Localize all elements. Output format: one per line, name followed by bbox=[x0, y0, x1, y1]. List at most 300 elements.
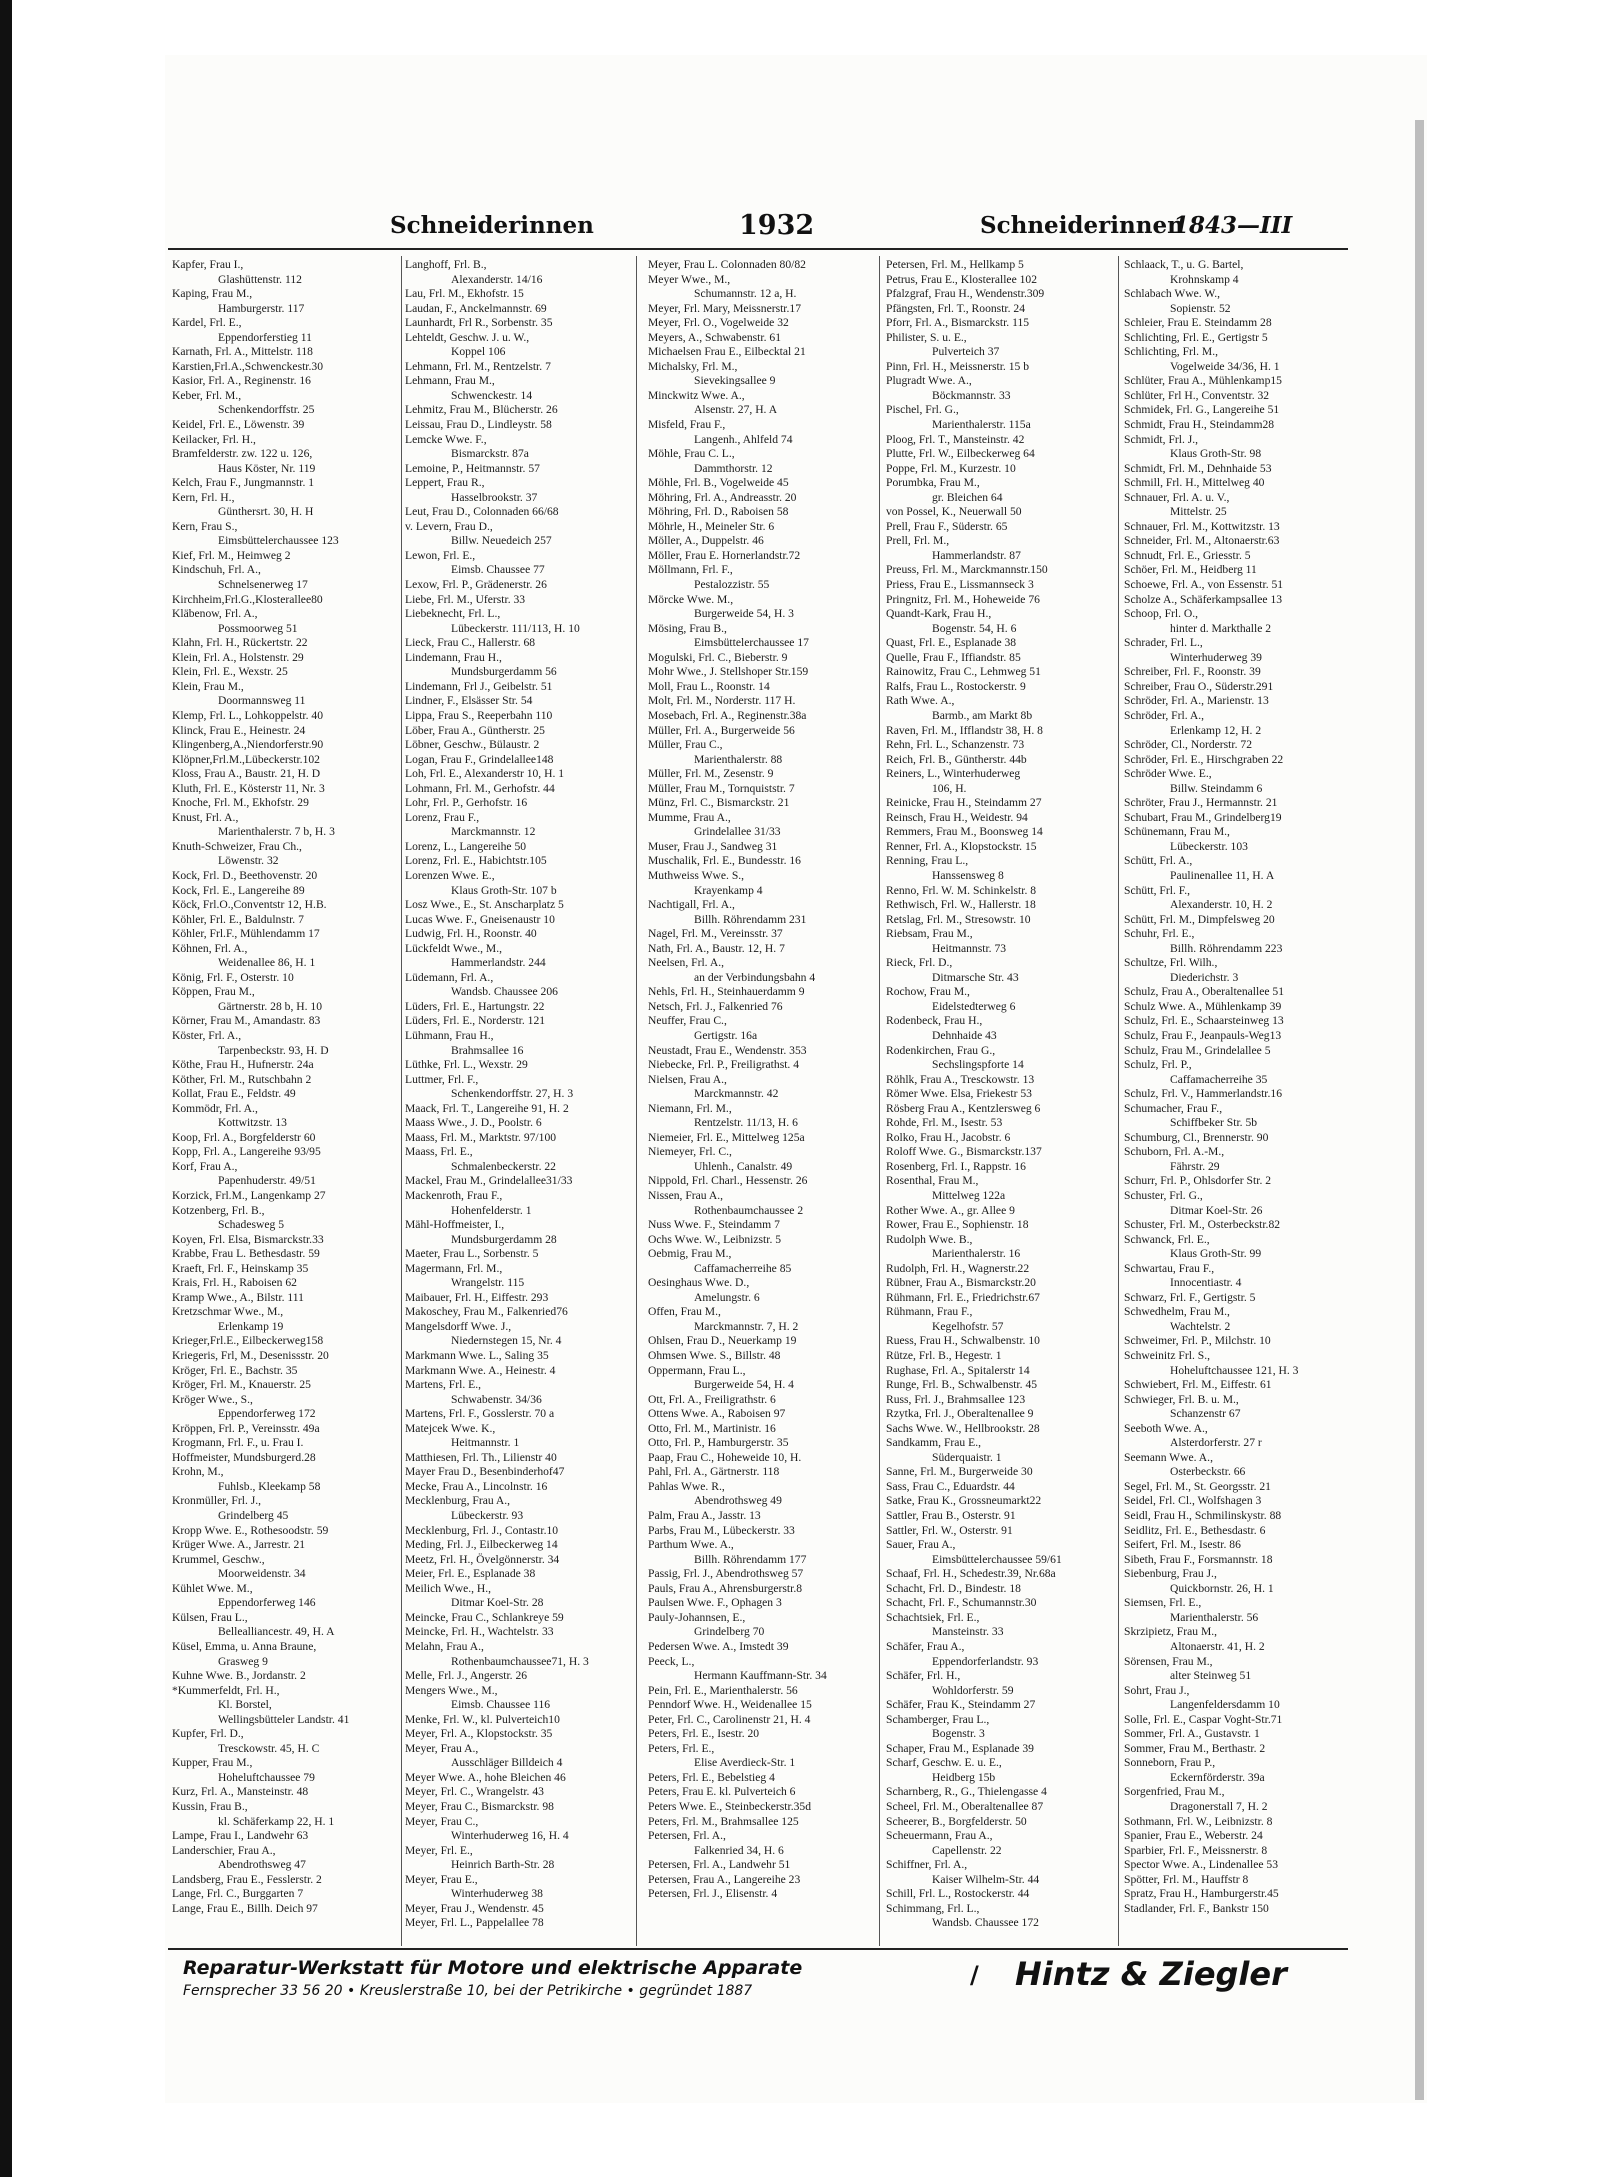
entry-address-line: Lübeckerstr. 103 bbox=[1170, 839, 1248, 853]
directory-entry: Spötter, Frl. M., Hauffstr 8 bbox=[1124, 1872, 1249, 1886]
directory-entry: Schulz, Frau M., Grindelallee 5 bbox=[1124, 1043, 1271, 1057]
directory-entry: Maack, Frl. T., Langereihe 91, H. 2 bbox=[405, 1101, 569, 1115]
directory-entry: Maass, Frl. E., bbox=[405, 1145, 473, 1159]
directory-entry: Prell, Frau F., Süderstr. 65 bbox=[886, 519, 1008, 533]
entry-address-line: Ditmar Koel-Str. 28 bbox=[451, 1596, 544, 1610]
scan-border bbox=[0, 0, 12, 2177]
directory-entry: Schlichting, Frl. E., Gertigstr 5 bbox=[1124, 330, 1268, 344]
directory-entry: Mecklenburg, Frl. J., Contastr.10 bbox=[405, 1523, 559, 1537]
directory-entry: Siemsen, Frl. E., bbox=[1124, 1596, 1202, 1610]
directory-entry: Rosenthal, Frau M., bbox=[886, 1174, 979, 1188]
entry-address-line: Marienthalerstr. 56 bbox=[1170, 1610, 1259, 1624]
entry-address-line: Pulverteich 37 bbox=[932, 345, 1000, 359]
directory-entry: Scheerer, B., Borgfelderstr. 50 bbox=[886, 1814, 1027, 1828]
directory-entry: Loh, Frl. E., Alexanderstr 10, H. 1 bbox=[405, 767, 565, 781]
directory-entry: Michaelsen Frau E., Eilbecktal 21 bbox=[648, 345, 806, 359]
directory-entry: Molt, Frl. M., Norderstr. 117 H. bbox=[648, 694, 796, 708]
entry-address-line: Wachtelstr. 2 bbox=[1170, 1319, 1231, 1333]
page-header bbox=[232, 212, 1352, 246]
directory-entry: Schoop, Frl. O., bbox=[1124, 607, 1199, 621]
directory-entry: Rosenberg, Frl. I., Rappstr. 16 bbox=[886, 1159, 1026, 1173]
directory-entry: Satke, Frau K., Grossneumarkt22 bbox=[886, 1494, 1042, 1508]
directory-entry: Scharf, Geschw. E. u. E., bbox=[886, 1756, 1002, 1770]
directory-entry: Schulz, Frl. P., bbox=[1124, 1058, 1192, 1072]
directory-entry: Lehmann, Frau M., bbox=[405, 374, 495, 388]
entry-address-line: Marckmannstr. 42 bbox=[694, 1087, 779, 1101]
entry-address-line: Mansteinstr. 33 bbox=[932, 1625, 1004, 1639]
entry-address-line: Billh. Röhrendamm 177 bbox=[694, 1552, 807, 1566]
entry-address-line: Schenkendorffstr. 25 bbox=[218, 403, 315, 417]
directory-entry: Oppermann, Frau L., bbox=[648, 1363, 746, 1377]
directory-entry: Mayer Frau D., Besenbinderhof47 bbox=[405, 1465, 565, 1479]
entry-address-line: Possmoorweg 51 bbox=[218, 621, 298, 635]
entry-address-line: Sechslingspforte 14 bbox=[932, 1058, 1024, 1072]
directory-entry: Lorenzen Wwe. E., bbox=[405, 868, 495, 882]
directory-entry: Knoche, Frl. M., Ekhofstr. 29 bbox=[172, 796, 309, 810]
directory-entry: Rughase, Frl. A., Spitalerstr 14 bbox=[886, 1363, 1030, 1377]
directory-entry: Pinn, Frl. H., Meissnerstr. 15 b bbox=[886, 359, 1029, 373]
directory-entry: Schacht, Frl. F., Schumannstr.30 bbox=[886, 1596, 1037, 1610]
directory-entry: Quast, Frl. E., Esplanade 38 bbox=[886, 636, 1017, 650]
directory-entry: Kommödr, Frl. A., bbox=[172, 1101, 258, 1115]
directory-entry: Müller, Frl. A., Burgerweide 56 bbox=[648, 723, 795, 737]
directory-entry: Muschalik, Frl. E., Bundesstr. 16 bbox=[648, 854, 801, 868]
directory-entry: Küsel, Emma, u. Anna Braune, bbox=[172, 1639, 317, 1653]
directory-entry: Schuster, Frl. M., Osterbeckstr.82 bbox=[1124, 1218, 1281, 1232]
directory-entry: Köster, Frl. A., bbox=[172, 1028, 242, 1042]
directory-entry: Schwanck, Frl. E., bbox=[1124, 1232, 1210, 1246]
directory-entry: Külsen, Frau L., bbox=[172, 1610, 248, 1624]
directory-entry: Schumacher, Frau F., bbox=[1124, 1101, 1223, 1115]
directory-entry: Losz Wwe., E., St. Anscharplatz 5 bbox=[405, 898, 564, 912]
directory-entry: Kröger, Frl. M., Knauerstr. 25 bbox=[172, 1378, 311, 1392]
directory-entry: Siebenburg, Frau J., bbox=[1124, 1567, 1217, 1581]
directory-entry: Muthweiss Wwe. S., bbox=[648, 868, 745, 882]
directory-entry: Meyer, Frl. L., Pappelallee 78 bbox=[405, 1916, 544, 1930]
directory-entry: Kollat, Frau E., Feldstr. 49 bbox=[172, 1087, 296, 1101]
directory-entry: Meyer, Frau J., Wendenstr. 45 bbox=[405, 1901, 544, 1915]
directory-entry: Köther, Frl. M., Rutschbahn 2 bbox=[172, 1072, 312, 1086]
directory-entry: Leppert, Frau R., bbox=[405, 476, 485, 490]
directory-entry: Schlüter, Frl H., Conventstr. 32 bbox=[1124, 388, 1270, 402]
directory-entry: Mecklenburg, Frau A., bbox=[405, 1494, 511, 1508]
directory-entry: Rother Wwe. A., gr. Allee 9 bbox=[886, 1203, 1015, 1217]
directory-entry: Kläbenow, Frl. A., bbox=[172, 607, 258, 621]
directory-entry: Kraeft, Frl. F., Heinskamp 35 bbox=[172, 1261, 309, 1275]
directory-entry: Roloff Wwe. G., Bismarckstr.137 bbox=[886, 1145, 1042, 1159]
directory-entry: Schreiber, Frau O., Süderstr.291 bbox=[1124, 679, 1274, 693]
directory-entry: Mengers Wwe., M., bbox=[405, 1683, 498, 1697]
directory-entry: Rühmann, Frau F., bbox=[886, 1305, 973, 1319]
entry-address-line: Caffamacherreihe 85 bbox=[694, 1261, 792, 1275]
directory-entry: Kühlet Wwe. M., bbox=[172, 1581, 253, 1595]
directory-entry: Karnath, Frl. A., Mittelstr. 118 bbox=[172, 345, 313, 359]
directory-entry: Remmers, Frau M., Boonsweg 14 bbox=[886, 825, 1043, 839]
ad-headline: Reparatur-Werkstatt für Motore und elektrische Apparate bbox=[183, 1957, 803, 1979]
entry-address-line: Hoheluftchaussee 121, H. 3 bbox=[1170, 1363, 1299, 1377]
entry-address-line: Billh. Röhrendamm 231 bbox=[694, 912, 807, 926]
directory-entry: Schröder, Frl. A., Marienstr. 13 bbox=[1124, 694, 1269, 708]
directory-entry: Melle, Frl. J., Angerstr. 26 bbox=[405, 1669, 528, 1683]
directory-entry: Mähl-Hoffmeister, I., bbox=[405, 1218, 505, 1232]
directory-entry: Moll, Frau L., Roonstr. 14 bbox=[648, 679, 770, 693]
directory-entry: Möllmann, Frl. F., bbox=[648, 563, 733, 577]
directory-entry: Sommer, Frl. A., Gustavstr. 1 bbox=[1124, 1727, 1260, 1741]
directory-entry: Schweimer, Frl. P., Milchstr. 10 bbox=[1124, 1334, 1271, 1348]
entry-address-line: Billw. Neuedeich 257 bbox=[451, 534, 552, 548]
entry-address-line: Eppendorferstieg 11 bbox=[218, 330, 312, 344]
entry-address-line: Rothenbaumchaussee71, H. 3 bbox=[451, 1654, 589, 1668]
entry-address-line: Heinrich Barth-Str. 28 bbox=[451, 1858, 555, 1872]
directory-entry: Schmidt, Frau H., Steindamm28 bbox=[1124, 418, 1275, 432]
entry-address-line: Marckmannstr. 12 bbox=[451, 825, 536, 839]
entry-address-line: alter Steinweg 51 bbox=[1170, 1669, 1252, 1683]
directory-entry: Lindemann, Frl J., Geibelstr. 51 bbox=[405, 679, 553, 693]
directory-entry: Schütt, Frl. F., bbox=[1124, 883, 1191, 897]
directory-entry: Löber, Frau A., Güntherstr. 25 bbox=[405, 723, 545, 737]
directory-entry: Rehn, Frl. L., Schanzenstr. 73 bbox=[886, 738, 1025, 752]
directory-entry: Möller, A., Duppelstr. 46 bbox=[648, 534, 764, 548]
directory-entry: Körner, Frau M., Amandastr. 83 bbox=[172, 1014, 321, 1028]
entry-address-line: Capellenstr. 22 bbox=[932, 1843, 1002, 1857]
entry-address-line: Günthersrt. 30, H. H bbox=[218, 505, 314, 519]
directory-entry: Nippold, Frl. Charl., Hessenstr. 26 bbox=[648, 1174, 808, 1188]
directory-entry: Markmann Wwe. A., Heinestr. 4 bbox=[405, 1363, 556, 1377]
directory-entry: Schulz, Frl. V., Hammerlandstr.16 bbox=[1124, 1087, 1283, 1101]
directory-entry: Petersen, Frl. A., bbox=[648, 1829, 726, 1843]
directory-entry: Möhring, Frl. A., Andreasstr. 20 bbox=[648, 490, 797, 504]
entry-address-line: Caffamacherreihe 35 bbox=[1170, 1072, 1268, 1086]
directory-entry: Lohr, Frl. P., Gerhofstr. 16 bbox=[405, 796, 528, 810]
directory-entry: Rath Wwe. A., bbox=[886, 694, 955, 708]
entry-address-line: Klaus Groth-Str. 107 b bbox=[451, 883, 557, 897]
directory-entry: Minckwitz Wwe. A., bbox=[648, 388, 745, 402]
entry-address-line: Langenh., Ahlfeld 74 bbox=[694, 432, 793, 446]
directory-entry: Meyer, Frl. E., bbox=[405, 1843, 473, 1857]
directory-entry: Seeboth Wwe. A., bbox=[1124, 1421, 1208, 1435]
directory-entry: Lange, Frl. C., Burggarten 7 bbox=[172, 1887, 304, 1901]
directory-entry: Kotzenberg, Frl. B., bbox=[172, 1203, 265, 1217]
directory-entry: Seemann Wwe. A., bbox=[1124, 1450, 1213, 1464]
directory-entry: Otto, Frl. M., Martinistr. 16 bbox=[648, 1421, 776, 1435]
ad-firm-name: Hintz & Ziegler bbox=[1015, 1955, 1287, 1993]
directory-entry: Renno, Frl. W. M. Schinkelstr. 8 bbox=[886, 883, 1037, 897]
directory-entry: Schreiber, Frl. F., Roonstr. 39 bbox=[1124, 665, 1261, 679]
directory-entry: Keilacker, Frl. H., bbox=[172, 432, 256, 446]
directory-entry: Kröger Wwe., S., bbox=[172, 1392, 253, 1406]
entry-address-line: 106, H. bbox=[932, 781, 967, 795]
directory-entry: Meyers, A., Schwabenstr. 61 bbox=[648, 330, 781, 344]
directory-entry: Kussin, Frau B., bbox=[172, 1799, 248, 1813]
directory-entry: Lorenz, Frl. E., Habichtstr.105 bbox=[405, 854, 547, 868]
directory-entry: Schwedhelm, Frau M., bbox=[1124, 1305, 1230, 1319]
directory-entry: Schleier, Frau E. Steindamm 28 bbox=[1124, 316, 1272, 330]
entry-address-line: Klaus Groth-Str. 98 bbox=[1170, 447, 1262, 461]
entry-address-line: Burgerweide 54, H. 4 bbox=[694, 1378, 794, 1392]
directory-entry: Schmidt, Frl. M., Dehnhaide 53 bbox=[1124, 461, 1272, 475]
directory-entry: Schill, Frl. L., Rostockerstr. 44 bbox=[886, 1887, 1030, 1901]
entry-address-line: Quickbornstr. 26, H. 1 bbox=[1170, 1581, 1274, 1595]
directory-entry: Martens, Frl. F., Gosslerstr. 70 a bbox=[405, 1407, 555, 1421]
directory-entry: Schmill, Frl. H., Mittelweg 40 bbox=[1124, 476, 1265, 490]
page-number: 1843—III bbox=[1173, 212, 1293, 239]
directory-entry: Sibeth, Frau F., Forsmannstr. 18 bbox=[1124, 1552, 1273, 1566]
directory-entry: Meyer, Frl. C., Wrangelstr. 43 bbox=[405, 1785, 544, 1799]
entry-address-line: Kottwitzstr. 13 bbox=[218, 1116, 287, 1130]
directory-entry: Kern, Frl. H., bbox=[172, 490, 235, 504]
directory-entry: Schulz, Frau A., Oberaltenallee 51 bbox=[1124, 985, 1285, 999]
directory-entry: Keidel, Frl. E., Löwenstr. 39 bbox=[172, 418, 305, 432]
directory-entry: Seifert, Frl. M., Isestr. 86 bbox=[1124, 1538, 1241, 1552]
directory-entry: Spratz, Frau H., Hamburgerstr.45 bbox=[1124, 1887, 1279, 1901]
directory-entry: Mohr Wwe., J. Stellshoper Str.159 bbox=[648, 665, 809, 679]
directory-entry: Schaper, Frau M., Esplanade 39 bbox=[886, 1741, 1034, 1755]
directory-entry: Pein, Frl. E., Marienthalerstr. 56 bbox=[648, 1683, 798, 1697]
directory-entry: Sachs Wwe. W., Hellbrookstr. 28 bbox=[886, 1421, 1040, 1435]
entry-address-line: Dragonerstall 7, H. 2 bbox=[1170, 1799, 1268, 1813]
directory-entry: Ohmsen Wwe. S., Billstr. 48 bbox=[648, 1349, 781, 1363]
directory-entry: Schütt, Frl. A., bbox=[1124, 854, 1193, 868]
directory-entry: Kardel, Frl. E., bbox=[172, 316, 242, 330]
directory-entry: Schmidek, Frl. G., Langereihe 51 bbox=[1124, 403, 1280, 417]
directory-entry: Pauls, Frau A., Ahrensburgerstr.8 bbox=[648, 1581, 803, 1595]
directory-entry: von Possel, K., Neuerwall 50 bbox=[886, 505, 1022, 519]
directory-entry: Pauly-Johannsen, E., bbox=[648, 1610, 746, 1624]
directory-entry: Rodenkirchen, Frau G., bbox=[886, 1043, 996, 1057]
directory-entry: Neustadt, Frau E., Wendenstr. 353 bbox=[648, 1043, 807, 1057]
directory-entry: Parbs, Frau M., Lübeckerstr. 33 bbox=[648, 1523, 795, 1537]
directory-entry: Lüders, Frl. E., Norderstr. 121 bbox=[405, 1014, 546, 1028]
entry-address-line: Uhlenh., Canalstr. 49 bbox=[694, 1159, 793, 1173]
entry-address-line: Fuhlsb., Kleekamp 58 bbox=[218, 1479, 321, 1493]
directory-entry: Petersen, Frl. J., Elisenstr. 4 bbox=[648, 1887, 778, 1901]
entry-address-line: Schiffbeker Str. 5b bbox=[1170, 1116, 1258, 1130]
entry-address-line: Tresckowstr. 45, H. C bbox=[218, 1741, 320, 1755]
directory-entry: Kluth, Frl. E., Kösterstr 11, Nr. 3 bbox=[172, 781, 325, 795]
directory-entry: Lorenz, Frau F., bbox=[405, 810, 480, 824]
entry-address-line: Hammerlandstr. 244 bbox=[451, 956, 546, 970]
directory-entry: Schnauer, Frl. A. u. V., bbox=[1124, 490, 1230, 504]
directory-entry: Maibauer, Frl. H., Eiffestr. 293 bbox=[405, 1290, 549, 1304]
directory-entry: Passig, Frl. J., Abendrothsweg 57 bbox=[648, 1567, 804, 1581]
directory-entry: Knust, Frl. A., bbox=[172, 810, 239, 824]
directory-entry: Sörensen, Frau M., bbox=[1124, 1654, 1213, 1668]
header-year: 1932 bbox=[739, 210, 815, 241]
directory-entry: Kirchheim,Frl.G.,Klosterallee80 bbox=[172, 592, 323, 606]
directory-entry: Prell, Frl. M., bbox=[886, 534, 950, 548]
entry-address-line: Eimsbüttelerchaussee 59/61 bbox=[932, 1552, 1062, 1566]
directory-entry: Peters Wwe. E., Steinbeckerstr.35d bbox=[648, 1799, 812, 1813]
directory-entry: Niebecke, Frl. P., Freiligrathst. 4 bbox=[648, 1058, 800, 1072]
directory-entry: Kröger, Frl. E., Bachstr. 35 bbox=[172, 1363, 298, 1377]
entry-address-line: Wandsb. Chaussee 206 bbox=[451, 985, 558, 999]
entry-address-line: Fährstr. 29 bbox=[1170, 1159, 1220, 1173]
directory-entry: Rösberg Frau A., Kentzlersweg 6 bbox=[886, 1101, 1041, 1115]
directory-entry: Rainowitz, Frau C., Lehmweg 51 bbox=[886, 665, 1041, 679]
directory-entry: Pedersen Wwe. A., Imstedt 39 bbox=[648, 1639, 789, 1653]
directory-entry: Runge, Frl. B., Schwalbenstr. 45 bbox=[886, 1378, 1038, 1392]
directory-entry: Möller, Frau E. Hornerlandstr.72 bbox=[648, 548, 801, 562]
directory-entry: Schumburg, Cl., Brennerstr. 90 bbox=[1124, 1130, 1269, 1144]
directory-entry: Schröter, Frau J., Hermannstr. 21 bbox=[1124, 796, 1278, 810]
directory-entry: Rodenbeck, Frau H., bbox=[886, 1014, 983, 1028]
entry-address-line: Brahmsallee 16 bbox=[451, 1043, 524, 1057]
directory-entry: Nissen, Frau A., bbox=[648, 1189, 724, 1202]
directory-entry: Knuth-Schweizer, Frau Ch., bbox=[172, 839, 302, 853]
directory-entry: Schiffner, Frl. A., bbox=[886, 1858, 968, 1872]
entry-address-line: Schnelsenerweg 17 bbox=[218, 578, 308, 592]
directory-entry: Liebe, Frl. M., Uferstr. 33 bbox=[405, 592, 526, 606]
entry-address-line: Lübeckerstr. 93 bbox=[451, 1509, 524, 1523]
directory-entry: Otto, Frl. P., Hamburgerstr. 35 bbox=[648, 1436, 789, 1450]
directory-entry: Schlüter, Frau A., Mühlenkamp15 bbox=[1124, 374, 1282, 388]
directory-entry: Seidlitz, Frl. E., Bethesdastr. 6 bbox=[1124, 1523, 1266, 1537]
directory-column-2 bbox=[405, 258, 625, 1931]
directory-entry: Leut, Frau D., Colonnaden 66/68 bbox=[405, 505, 559, 519]
directory-entry: Möhrle, H., Meineler Str. 6 bbox=[648, 519, 775, 533]
entry-address-line: Winterhuderweg 38 bbox=[451, 1887, 543, 1901]
directory-entry: Paulsen Wwe. F., Ophagen 3 bbox=[648, 1596, 782, 1610]
directory-entry: Meyer, Frl. Mary, Meissnerstr.17 bbox=[648, 301, 802, 315]
directory-entry: Lühmann, Frau H., bbox=[405, 1028, 494, 1042]
directory-entry: Petersen, Frl. A., Landwehr 51 bbox=[648, 1858, 791, 1872]
entry-address-line: Hanssensweg 8 bbox=[932, 868, 1004, 882]
entry-address-line: Grindelallee 31/33 bbox=[694, 825, 781, 839]
entry-address-line: Doormannsweg 11 bbox=[218, 694, 306, 708]
directory-entry: Möhring, Frl. D., Raboisen 58 bbox=[648, 505, 789, 519]
entry-address-line: Dammthorstr. 12 bbox=[694, 461, 773, 475]
directory-column-3 bbox=[648, 258, 868, 1902]
entry-address-line: Krayenkamp 4 bbox=[694, 883, 763, 897]
directory-entry: Schimmang, Frl. L., bbox=[886, 1901, 980, 1915]
directory-entry: Skrzipietz, Frau M., bbox=[1124, 1625, 1218, 1639]
directory-entry: Schröder Wwe. E., bbox=[1124, 767, 1212, 781]
directory-entry: Melahn, Frau A., bbox=[405, 1639, 484, 1653]
directory-entry: Ruess, Frau H., Schwalbenstr. 10 bbox=[886, 1334, 1040, 1348]
directory-entry: Menke, Frl. W., kl. Pulverteich10 bbox=[405, 1712, 560, 1726]
directory-entry: Neelsen, Frl. A., bbox=[648, 956, 724, 970]
directory-entry: Schneider, Frl. M., Altonaerstr.63 bbox=[1124, 534, 1280, 548]
directory-entry: Offen, Frau M., bbox=[648, 1305, 721, 1319]
directory-entry: Ploog, Frl. T., Mansteinstr. 42 bbox=[886, 432, 1025, 446]
directory-entry: Kupfer, Frl. D., bbox=[172, 1727, 244, 1741]
directory-entry: Schlabach Wwe. W., bbox=[1124, 287, 1221, 301]
directory-entry: Scheel, Frl. M., Oberaltenallee 87 bbox=[886, 1799, 1044, 1813]
directory-entry: Makoschey, Frau M., Falkenried76 bbox=[405, 1305, 568, 1319]
entry-address-line: Billw. Steindamm 6 bbox=[1170, 781, 1263, 795]
entry-address-line: Eckernförderstr. 39a bbox=[1170, 1770, 1265, 1784]
directory-entry: Schöer, Frl. M., Heidberg 11 bbox=[1124, 563, 1257, 577]
directory-entry: Sauer, Frau A., bbox=[886, 1538, 956, 1552]
directory-entry: Martens, Frl. E., bbox=[405, 1378, 481, 1392]
entry-address-line: Eimsb. Chaussee 77 bbox=[451, 563, 545, 577]
directory-entry: Schwartau, Frau F., bbox=[1124, 1261, 1215, 1275]
directory-entry: Palm, Frau A., Jasstr. 13 bbox=[648, 1509, 761, 1523]
directory-entry: Lindner, F., Elsässer Str. 54 bbox=[405, 694, 533, 708]
entry-address-line: Niedernstegen 15, Nr. 4 bbox=[451, 1334, 562, 1348]
directory-entry: Logan, Frau F., Grindelallee148 bbox=[405, 752, 554, 766]
directory-entry: Nehls, Frl. H., Steinhauerdamm 9 bbox=[648, 985, 805, 999]
directory-entry: Nath, Frl. A., Baustr. 12, H. 7 bbox=[648, 941, 785, 955]
directory-entry: Korf, Frau A., bbox=[172, 1159, 238, 1173]
directory-entry: Laudan, F., Anckelmannstr. 69 bbox=[405, 301, 547, 315]
directory-entry: Sattler, Frau B., Osterstr. 91 bbox=[886, 1509, 1016, 1523]
entry-address-line: Vogelweide 34/36, H. 1 bbox=[1170, 359, 1280, 373]
directory-entry: Launhardt, Frl R., Sorbenstr. 35 bbox=[405, 316, 553, 330]
directory-entry: Meyer Wwe. A., hohe Bleichen 46 bbox=[405, 1770, 566, 1784]
directory-entry: Korzick, Frl.M., Langenkamp 27 bbox=[172, 1189, 326, 1202]
directory-entry: Schuhr, Frl. E., bbox=[1124, 927, 1195, 941]
directory-entry: Lorenz, L., Langereihe 50 bbox=[405, 839, 527, 853]
entry-address-line: Amelungstr. 6 bbox=[694, 1290, 760, 1304]
directory-entry: Petrus, Frau E., Klosterallee 102 bbox=[886, 272, 1038, 286]
entry-address-line: Eimsb. Chaussee 116 bbox=[451, 1698, 551, 1712]
directory-column-5 bbox=[1124, 258, 1344, 1916]
directory-entry: Lehmitz, Frau M., Blücherstr. 26 bbox=[405, 403, 558, 417]
entry-address-line: Sievekingsallee 9 bbox=[694, 374, 776, 388]
directory-entry: Neuffer, Frau C., bbox=[648, 1014, 727, 1028]
directory-entry: Michalsky, Frl. M., bbox=[648, 359, 738, 373]
directory-entry: Maass Wwe., J. D., Poolstr. 6 bbox=[405, 1116, 542, 1130]
directory-entry: Lemoine, P., Heitmannstr. 57 bbox=[405, 461, 540, 475]
entry-address-line: Mundsburgerdamm 56 bbox=[451, 665, 557, 679]
directory-entry: Krabbe, Frau L. Bethesdastr. 59 bbox=[172, 1247, 320, 1261]
directory-entry: Pringnitz, Frl. M., Hoheweide 76 bbox=[886, 592, 1040, 606]
column-divider bbox=[879, 256, 880, 1946]
directory-entry: Klingenberg,A.,Niendorferstr.90 bbox=[172, 738, 324, 752]
entry-address-line: Marienthalerstr. 115a bbox=[932, 418, 1031, 432]
directory-entry: Meyer Wwe., M., bbox=[648, 272, 731, 286]
directory-entry: Seidl, Frau H., Schmilinskystr. 88 bbox=[1124, 1509, 1282, 1523]
directory-entry: Schröder, Cl., Norderstr. 72 bbox=[1124, 738, 1253, 752]
entry-address-line: Hohenfelderstr. 1 bbox=[451, 1203, 532, 1217]
entry-address-line: Schwabenstr. 34/36 bbox=[451, 1392, 542, 1406]
directory-entry: Kopp, Frl. A., Langereihe 93/95 bbox=[172, 1145, 321, 1159]
directory-entry: Schulz, Frau F., Jeanpauls-Weg13 bbox=[1124, 1028, 1282, 1042]
directory-entry: Schmidt, Frl. J., bbox=[1124, 432, 1199, 446]
directory-entry: Klein, Frl. A., Holstenstr. 29 bbox=[172, 650, 304, 664]
header-left-title: Schneiderinnen bbox=[390, 212, 594, 239]
entry-address-line: Böckmannstr. 33 bbox=[932, 388, 1011, 402]
entry-address-line: Gärtnerstr. 28 b, H. 10 bbox=[218, 999, 323, 1013]
entry-address-line: Schumannstr. 12 a, H. bbox=[694, 287, 797, 301]
directory-entry: Kretzschmar Wwe., M., bbox=[172, 1305, 284, 1319]
directory-entry: Römer Wwe. Elsa, Friekestr 53 bbox=[886, 1087, 1032, 1101]
entry-address-line: Eppendorferweg 146 bbox=[218, 1596, 316, 1610]
directory-entry: Bramfelderstr. zw. 122 u. 126, bbox=[172, 447, 313, 461]
directory-entry: Schamberger, Frau L., bbox=[886, 1712, 990, 1726]
entry-address-line: Marckmannstr. 7, H. 2 bbox=[694, 1319, 799, 1333]
entry-address-line: Hammerlandstr. 87 bbox=[932, 548, 1021, 562]
directory-entry: Peeck, L., bbox=[648, 1654, 695, 1668]
directory-entry: Köhnen, Frl. A., bbox=[172, 941, 248, 955]
directory-entry: Pfalzgraf, Frau H., Wendenstr.309 bbox=[886, 287, 1045, 301]
directory-entry: Lippa, Frau S., Reeperbahn 110 bbox=[405, 708, 553, 722]
directory-entry: Kasior, Frl. A., Reginenstr. 16 bbox=[172, 374, 311, 388]
column-divider bbox=[1118, 256, 1119, 1946]
directory-entry: Mackenroth, Frau F., bbox=[405, 1189, 503, 1202]
directory-entry: Möhle, Frau C. L., bbox=[648, 447, 735, 461]
directory-entry: Müller, Frau M., Tornquiststr. 7 bbox=[648, 781, 795, 795]
directory-entry: Reinsch, Frau H., Weidestr. 94 bbox=[886, 810, 1028, 824]
directory-entry: Rudolph Wwe. B., bbox=[886, 1232, 973, 1246]
entry-address-line: Schanzenstr 67 bbox=[1170, 1407, 1241, 1421]
directory-entry: Lexow, Frl. P., Grädenerstr. 26 bbox=[405, 578, 547, 592]
entry-address-line: Grindelberg 70 bbox=[694, 1625, 765, 1639]
directory-entry: Kelch, Frau F., Jungmannstr. 1 bbox=[172, 476, 315, 490]
directory-entry: Renning, Frau L., bbox=[886, 854, 969, 868]
directory-entry: Mörcke Wwe. M., bbox=[648, 592, 734, 606]
